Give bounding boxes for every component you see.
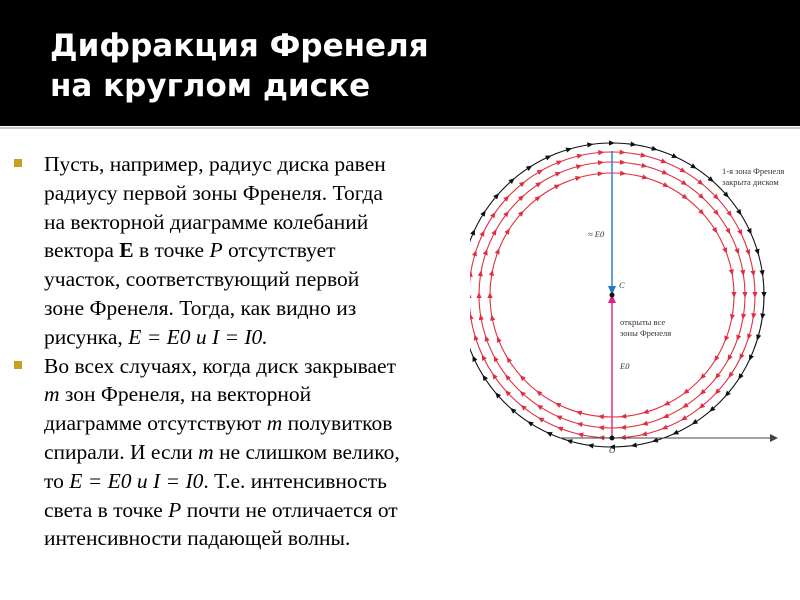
spiral-arrow-icon (725, 354, 732, 362)
spiral-arrow-icon (662, 170, 670, 177)
text-line (44, 236, 494, 265)
label-zone-closed-1: 1-я зона Френеля (722, 166, 785, 176)
spiral-arrow-icon (537, 415, 545, 423)
spiral-arrow-icon (576, 163, 583, 170)
text-line (44, 380, 494, 409)
text-fragment: . Т.е. интенсивность (203, 468, 387, 493)
spiral-arrow-icon (742, 292, 747, 298)
spiral-arrow-icon (577, 431, 584, 437)
spiral-arrow-icon (761, 292, 766, 298)
spiral-arrow-icon (620, 414, 626, 420)
spiral-arrow-icon (495, 335, 502, 342)
spiral-arrow-icon (470, 292, 472, 298)
text-fragment: в точке (133, 238, 210, 263)
text-fragment: полувитков (282, 411, 393, 436)
spiral-arrow-icon (651, 146, 658, 153)
spiral-arrow-icon (620, 160, 626, 166)
spiral-arrow-icon (566, 146, 573, 153)
text-fragment: диаграмме отсутствуют (44, 411, 267, 436)
spiral-arrow-icon (566, 437, 573, 444)
title-divider (0, 127, 800, 129)
spiral-arrow-icon (495, 247, 502, 254)
bullet-item-1 (14, 150, 494, 352)
text-line: Во всех случаях, когда диск закрывает (44, 353, 396, 378)
spiral-arrow-icon (609, 140, 615, 145)
spiral-arrow-icon (556, 425, 563, 432)
spiral-arrow-icon (671, 153, 679, 160)
spiral-arrow-icon (480, 229, 487, 237)
text-line (44, 496, 494, 525)
point-c-dot (610, 293, 615, 298)
text-fragment: не слишком велико, (213, 439, 400, 464)
title-line-1: Дифракция Френеля (50, 28, 429, 64)
bullet-text (44, 352, 494, 554)
spiral-arrow-icon (598, 171, 604, 177)
spiral-arrow-icon (690, 163, 698, 171)
text-line: Пусть, например, радиус диска равен (44, 152, 386, 176)
spiral-arrow-icon (535, 180, 543, 188)
text-line (44, 409, 494, 438)
text-line: радиусу первой зоны Френеля. Тогда (44, 180, 383, 205)
spiral-arrow-icon (545, 430, 553, 437)
spiral-arrow-icon (575, 174, 582, 181)
spiral-arrow-icon (640, 152, 647, 158)
spiral-arrow-icon (747, 354, 754, 362)
label-open-2: зоны Френеля (620, 328, 672, 338)
spiral-arrow-icon (504, 227, 512, 235)
spiral-arrow-icon (663, 182, 671, 189)
text-fragment: то (44, 468, 70, 493)
spiral-arrow-icon (671, 430, 679, 437)
text-line (44, 438, 494, 467)
spiral-arrow-icon (736, 373, 744, 381)
text-line: зоне Френеля. Тогда, как видно из (44, 295, 357, 320)
spiral-arrow-icon (554, 182, 562, 189)
formula-e-i: E = E0 и I = I0. (128, 324, 268, 349)
spiral-arrow-icon (726, 372, 734, 380)
spiral-arrow-icon (470, 228, 477, 236)
spiral-arrow-icon (712, 355, 720, 363)
spiral-arrow-icon (490, 372, 498, 380)
spiral-arrow-icon (734, 248, 741, 255)
spiral-arrow-icon (556, 158, 563, 165)
slide-title (50, 26, 429, 106)
spiral-arrow-icon (483, 335, 490, 342)
spiral-arrow-icon (491, 228, 498, 236)
vector-e-symbol: E (119, 238, 134, 263)
title-line-2: на круглом диске (50, 68, 371, 104)
text-line: на векторной диаграмме колебаний (44, 209, 369, 234)
text-fragment: отсутствует (222, 238, 336, 263)
spiral-arrow-icon (651, 437, 658, 444)
spiral-arrow-icon (490, 211, 498, 219)
spiral-arrow-icon (545, 153, 553, 160)
text-line (44, 323, 494, 352)
point-o-dot (610, 436, 615, 441)
spiral-arrow-icon (535, 403, 543, 411)
spiral-arrow-icon (483, 248, 490, 255)
spiral-arrow-icon (660, 425, 667, 432)
spiral-arrow-icon (722, 335, 729, 342)
spiral-arrow-icon (491, 354, 498, 362)
spiral-arrow-icon (575, 409, 582, 416)
bullet-marker-icon (14, 361, 22, 369)
spiral-arrow-icon (641, 421, 648, 428)
text-line (44, 467, 494, 496)
text-line: интенсивности падающей волны. (44, 526, 351, 551)
spiral-arrow-icon (620, 171, 626, 177)
spiral-arrow-icon (620, 425, 626, 431)
formula-e-i: E = E0 и I = I0 (69, 468, 204, 493)
bullet-item-2 (14, 352, 494, 554)
spiral-arrow-icon (745, 249, 752, 256)
spiral-arrow-icon (734, 335, 741, 342)
label-c: C (619, 280, 625, 290)
spiral-arrow-icon (747, 228, 754, 236)
spiral-arrow-icon (725, 228, 732, 236)
spiral-arrow-icon (737, 353, 744, 361)
spiral-arrow-icon (681, 403, 689, 411)
point-p-symbol: P (168, 497, 182, 522)
spiral-arrow-icon (480, 209, 488, 217)
spiral-arrow-icon (731, 292, 736, 298)
text-fragment: почти не отличается от (181, 497, 398, 522)
spiral-arrow-icon (642, 174, 649, 181)
spiral-arrow-icon (598, 414, 604, 420)
text-fragment: спирали. И если (44, 439, 199, 464)
text-fragment: света в точке (44, 497, 169, 522)
m-symbol: m (44, 382, 60, 407)
label-e0: E0 (620, 361, 630, 371)
spiral-arrow-icon (472, 249, 479, 256)
m-symbol: m (266, 411, 283, 436)
spiral-arrow-icon (680, 167, 688, 175)
spiral-arrow-icon (726, 211, 734, 219)
spiral-arrow-icon (526, 163, 534, 171)
spiral-arrow-icon (598, 425, 604, 431)
spiral-arrow-icon (754, 334, 761, 341)
spiral-arrow-icon (712, 227, 720, 235)
spiral-arrow-icon (476, 292, 481, 298)
spiral-arrow-icon (663, 401, 671, 408)
spiral-outer-black-turn (470, 143, 764, 447)
spiral-arrow-icon (555, 170, 563, 177)
point-p-symbol: P (209, 238, 223, 263)
spiral-arrow-icon (660, 158, 667, 165)
spiral-arrow-icon (642, 409, 649, 416)
text-fragment: рисунка, (44, 324, 129, 349)
bullet-text (44, 150, 494, 352)
spiral-arrow-icon (722, 247, 729, 254)
bullet-marker-icon (14, 159, 22, 167)
spiral-arrow-icon (752, 292, 757, 298)
spiral-arrow-icon (736, 209, 744, 217)
spiral-arrow-icon (537, 167, 545, 175)
spiral-arrow-icon (598, 160, 604, 166)
spiral-arrow-icon (598, 150, 604, 156)
spiral-arrow-icon (754, 249, 761, 256)
spiral-arrow-icon (680, 415, 688, 423)
label-approx-e0: ≈ E0 (588, 229, 605, 239)
spiral-arrow-icon (641, 163, 648, 170)
spiral-arrow-icon (472, 334, 479, 341)
bullet-list (14, 150, 494, 553)
text-fragment: зон Френеля, на векторной (59, 382, 312, 407)
spiral-arrow-icon (620, 150, 626, 156)
spiral-arrow-icon (480, 353, 487, 361)
spiral-arrow-icon (480, 373, 488, 381)
label-o: O (609, 445, 616, 455)
text-line: участок, соответствующий первой (44, 267, 360, 292)
m-symbol: m (198, 439, 214, 464)
label-open-1: открыты все (620, 317, 666, 327)
spiral-arrow-icon (662, 413, 670, 420)
spiral-arrow-icon (555, 413, 563, 420)
axis-arrow-icon (770, 434, 778, 442)
spiral-arrow-icon (690, 419, 698, 427)
vector-spiral-diagram (470, 135, 800, 465)
label-zone-closed-2: закрыта диском (722, 177, 779, 187)
spiral-arrow-icon (526, 419, 534, 427)
spiral-arrow-icon (470, 354, 477, 362)
spiral-arrow-icon (745, 334, 752, 341)
spiral-arrow-icon (554, 401, 562, 408)
spiral-arrow-icon (504, 355, 512, 363)
spiral-arrow-icon (576, 421, 583, 428)
text-fragment: вектора (44, 238, 120, 263)
spiral-arrow-icon (681, 180, 689, 188)
spiral-arrow-icon (487, 292, 492, 298)
spiral-arrow-icon (737, 229, 744, 237)
